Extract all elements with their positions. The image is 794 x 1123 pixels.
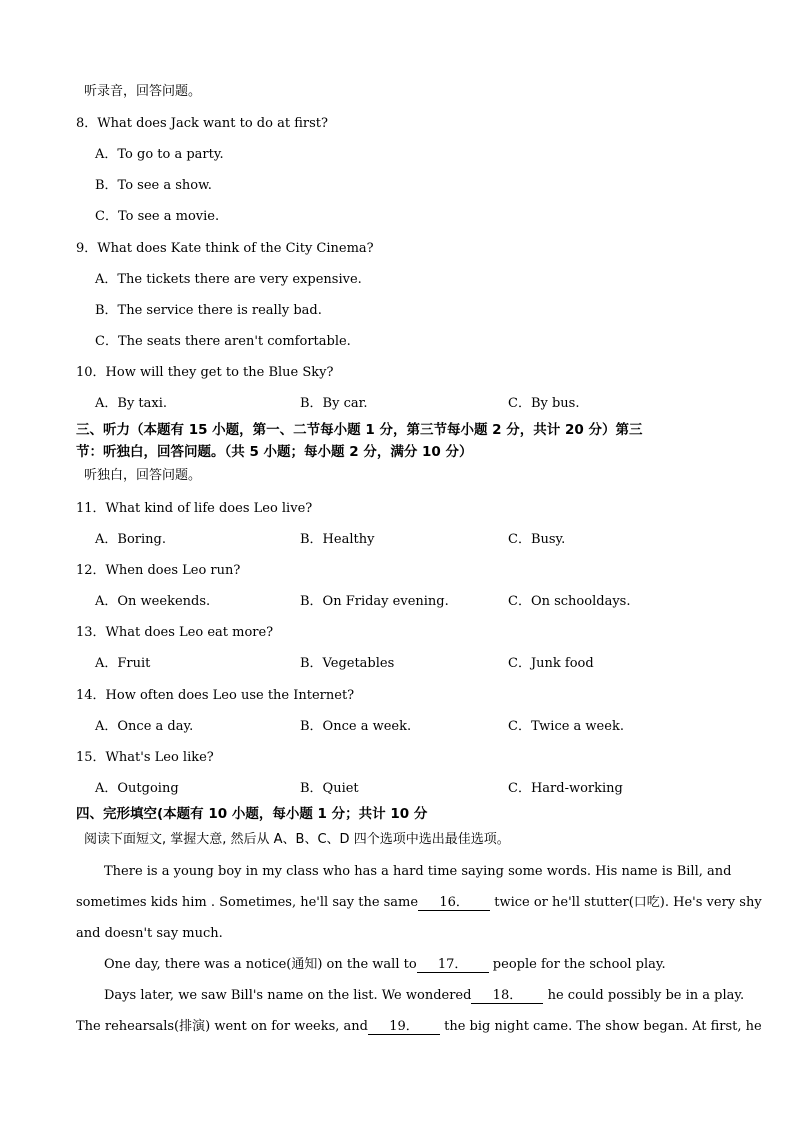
blank-19[interactable]: 19．: [368, 1019, 440, 1035]
question-number: 10．: [76, 365, 106, 380]
option-14a: A．Once a day.: [95, 719, 194, 734]
question-number: 11．: [76, 501, 106, 516]
passage-text: people for the school play.: [488, 957, 666, 972]
option-8a: A．To go to a party.: [95, 147, 224, 162]
option-15b: B．Quiet: [300, 781, 359, 796]
option-8c: C．To see a movie.: [95, 209, 220, 224]
option-12b: B．On Friday evening.: [300, 594, 449, 609]
passage-line-1: There is a young boy in my class who has a hard time saying some words. His name is Bill, and: [104, 864, 732, 879]
option-12c: C．On schooldays.: [508, 594, 631, 609]
option-12a: A．On weekends.: [95, 594, 211, 609]
listening-instruction: 听录音，回答问题。: [84, 84, 202, 99]
option-8b: B．To see a show.: [95, 178, 212, 193]
option-14c: C．Twice a week.: [508, 719, 624, 734]
option-10a: A．By taxi.: [95, 396, 168, 411]
option-10b: B．By car.: [300, 396, 368, 411]
section-3-heading-line2: 节：听独白，回答问题。（共 5 小题；每小题 2 分，满分 10 分）: [76, 444, 473, 460]
passage-text: The rehearsals(排演) went on for weeks, and: [76, 1019, 368, 1034]
question-text: What does Kate think of the City Cinema?: [97, 241, 374, 256]
option-13c: C．Junk food: [508, 656, 594, 671]
question-number: 12．: [76, 563, 106, 578]
question-10: [76, 365, 333, 381]
option-9b: B．The service there is really bad.: [95, 303, 322, 318]
question-13: [76, 625, 273, 641]
question-text: What kind of life does Leo live?: [105, 501, 313, 516]
question-text: How often does Leo use the Internet?: [105, 688, 355, 703]
section-4-instruction: 阅读下面短文, 掌握大意, 然后从 A、B、C、D 四个选项中选出最佳选项。: [84, 832, 510, 847]
blank-17[interactable]: 17．: [417, 957, 489, 973]
blank-16[interactable]: 16．: [418, 895, 490, 911]
question-number: 9．: [76, 241, 98, 256]
passage-text: he could possibly be in a play.: [543, 988, 745, 1003]
question-number: 14．: [76, 688, 106, 703]
section-3-instruction: 听独白，回答问题。: [84, 468, 202, 483]
section-3-heading: [76, 419, 726, 463]
question-14: [76, 688, 354, 704]
question-number: 13．: [76, 625, 106, 640]
passage-line-3: and doesn't say much.: [76, 926, 223, 941]
question-text: When does Leo run?: [105, 563, 241, 578]
option-11c: C．Busy.: [508, 532, 566, 547]
option-11b: B．Healthy: [300, 532, 375, 547]
option-13a: A．Fruit: [95, 656, 151, 671]
option-9c: C．The seats there aren't comfortable.: [95, 334, 351, 349]
question-15: [76, 750, 214, 766]
question-text: What does Jack want to do at first?: [97, 116, 328, 131]
question-text: How will they get to the Blue Sky?: [105, 365, 334, 380]
section-3-heading-line1: 三、听力（本题有 15 小题，第一、二节每小题 1 分，第三节每小题 2 分，共计 20 分）第三: [76, 422, 643, 438]
question-text: What's Leo like?: [105, 750, 214, 765]
option-9a: A．The tickets there are very expensive.: [95, 272, 362, 287]
passage-text: the big night came. The show began. At first, he: [439, 1019, 762, 1034]
question-text: What does Leo eat more?: [105, 625, 274, 640]
question-12: [76, 563, 240, 579]
option-13b: B．Vegetables: [300, 656, 395, 671]
option-11a: A．Boring.: [95, 532, 166, 547]
option-15c: C．Hard-working: [508, 781, 623, 796]
passage-line-4: [104, 957, 666, 973]
question-11: [76, 501, 312, 517]
section-4-heading: 四、完形填空(本题有 10 小题，每小题 1 分；共计 10 分: [76, 806, 428, 822]
passage-line-6: [76, 1019, 762, 1035]
option-14b: B．Once a week.: [300, 719, 412, 734]
question-number: 8．: [76, 116, 98, 131]
passage-line-5: [104, 988, 744, 1004]
question-9: [76, 241, 374, 257]
passage-text: sometimes kids him . Sometimes, he'll say the same: [76, 895, 419, 910]
question-number: 15．: [76, 750, 106, 765]
passage-line-2: [76, 895, 762, 911]
question-8: [76, 116, 328, 132]
option-15a: A．Outgoing: [95, 781, 179, 796]
passage-text: One day, there was a notice(通知) on the wall to: [104, 957, 417, 972]
passage-text: Days later, we saw Bill's name on the list. We wondered: [104, 988, 472, 1003]
blank-18[interactable]: 18．: [471, 988, 543, 1004]
passage-text: twice or he'll stutter(口吃). He's very shy: [490, 895, 762, 910]
option-10c: C．By bus.: [508, 396, 580, 411]
